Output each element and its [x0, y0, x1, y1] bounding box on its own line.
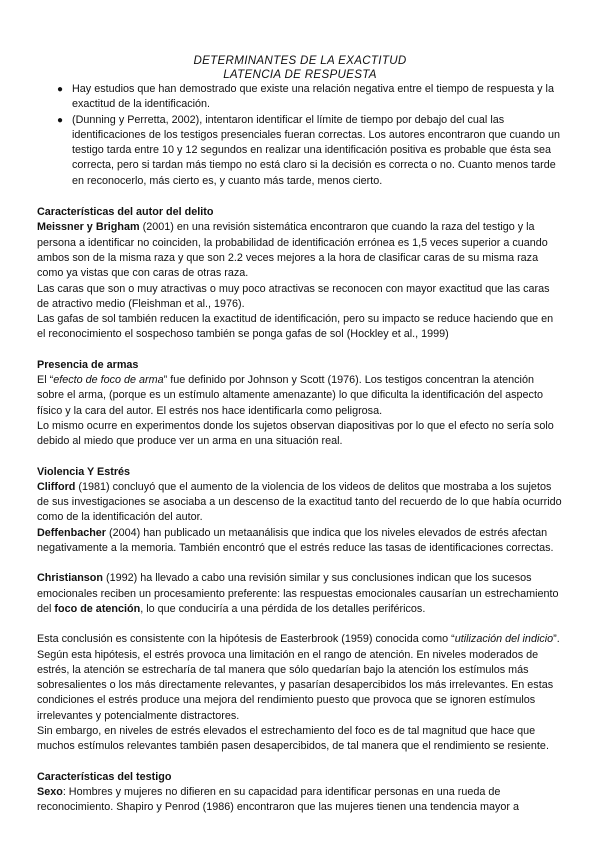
section-violencia [37, 465, 563, 755]
bullet-icon: ● [57, 84, 64, 95]
paragraph: Meissner y Brigham (2001) en una revisión sistemática encontraron que cuando la raza del testigo y la persona a identificar no coinciden, la probabilidad de identificación errónea es 1,5 veces superior a cuando ambos son de la misma raza y que son 2.2 veces mejores a la hora de clasificar caras de su misma raza como ya vistas que con caras de otras raza. [37, 221, 548, 280]
section-heading: Características del autor del delito [37, 206, 214, 219]
list-item: ● (Dunning y Perretta, 2002), intentaron identificar el límite de tiempo por debajo del cual las identificaciones de los testigos presenciales fueran correctas. Los autores encontraron que cuando un testigo tarda entre 10 y 12 segundos en realizar una identificación positiva es probable que ésta sea correcta, pero si tardan más tiempo no está claro si la decisión es correcta o no. Cuanto menos tarde en reconocerlo, más cierto es, y cuanto más tarde, menos cierto. [57, 113, 560, 187]
paragraph: Deffenbacher (2004) han publicado un metaanálisis que indica que los niveles elevados de estrés afectan negativamente a la memoria. También encontró que el estrés reduce las tasas de identificaciones correctas. [37, 526, 554, 555]
paragraph: Sexo: Hombres y mujeres no difieren en su capacidad para identificar personas en una rueda de reconocimiento. Shapiro y Penrod (1986) encontraron que las mujeres tienen una tendencia mayor a [37, 785, 519, 814]
section-autor [37, 205, 563, 343]
paragraph: Lo mismo ocurre en experimentos donde los sujetos observan diapositivas por lo que el efecto no sería solo debido al miedo que produce ver un arma en una situación real. [37, 419, 554, 448]
section-heading: Violencia Y Estrés [37, 465, 131, 478]
document-title: DETERMINANTES DE LA EXACTITUD [193, 54, 407, 67]
paragraph: Clifford (1981) concluyó que el aumento de la violencia de los videos de delitos que mostraba a los sujetos de sus investigaciones se asociaba a un descenso de la exactitud tanto del recuerdo de lo que había ocurrido como de la identificación del autor. [37, 480, 562, 524]
paragraph: Sin embargo, en niveles de estrés elevados el estrechamiento del foco es de tal magnitud que hace que muchos estímulos relevantes también pasen desapercibidos, de tal manera que el rendimiento se resiente. [37, 724, 549, 753]
section-testigo [37, 770, 563, 816]
section-heading: Presencia de armas [37, 358, 139, 371]
list-item: ● Hay estudios que han demostrado que existe una relación negativa entre el tiempo de respuesta y la exactitud de la identificación. [57, 83, 554, 111]
paragraph: Christianson (1992) ha llevado a cabo una revisión similar y sus conclusiones indican que los sucesos emocionales reciben un procesamiento preferente: las respuestas emocionales causarían un estrechamiento del foco de atención, lo que conduciría a una pérdida de los detalles periféricos. [37, 572, 559, 615]
section-armas [37, 358, 563, 450]
bullet-icon: ● [57, 114, 64, 126]
paragraph: Las gafas de sol también reducen la exactitud de identificación, pero su impacto se reduce haciendo que en el reconocimiento el sospechoso también se ponga gafas de sol (Hockley et al., 1999) [37, 313, 554, 341]
document-subtitle: LATENCIA DE RESPUESTA [223, 68, 377, 81]
section-heading: Características del testigo [37, 770, 172, 783]
paragraph: Esta conclusión es consistente con la hipótesis de Easterbrook (1959) conocida como “utilización del indicio”. Según esta hipótesis, el estrés provoca una limitación en el rango de atención. En niveles moderados de estrés, la atención se estrecharía de tal manera que sólo quedarían bajo la atención los estímulos más sobresalientes o los más directamente relevantes, y pasarían desapercibidos los más irrelevantes. En estas condiciones el estrés produce una mejora del rendimiento puesto que provoca que se ignoren estímulos irrelevantes y potencialmente distractores. [37, 633, 560, 722]
bullet-list [37, 82, 563, 189]
paragraph: El “efecto de foco de arma” fue definido por Johnson y Scott (1976). Los testigos concentran la atención sobre el arma, (porque es un estímulo altamente amenazante) lo que dificulta la identificación del aspecto físico y la cara del autor. El estrés nos hace identificarla como peligrosa. [37, 374, 543, 417]
paragraph: Las caras que son o muy atractivas o muy poco atractivas se reconocen con mayor exactitud que las caras de atractivo medio (Fleishman et al., 1976). [37, 282, 550, 310]
